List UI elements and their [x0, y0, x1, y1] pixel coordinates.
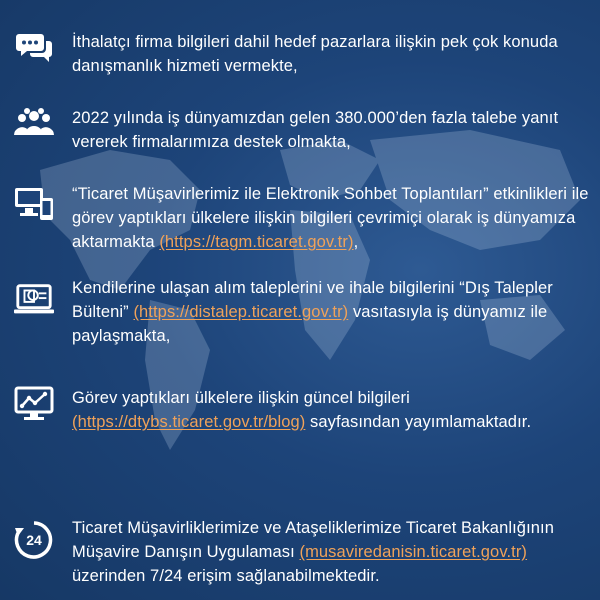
- info-text: “Ticaret Müşavirlerimiz ile Elektronik Sohbet Toplantıları” etkinlikleri ile görev yaptıkları ülkelere ilişkin bilgileri çevrimiçi olarak iş dünyamıza aktarmakta (https://tagm.ticaret.gov.tr),: [72, 185, 589, 251]
- tagm-link[interactable]: (https://tagm.ticaret.gov.tr): [159, 233, 354, 251]
- clock-24-icon: [14, 520, 54, 560]
- speech-bubbles-icon: [14, 28, 54, 68]
- info-text: Kendilerine ulaşan alım taleplerini ve ihale bilgilerini “Dış Talepler Bülteni” (https://distalep.ticaret.gov.tr) vasıtasıyla iş dünyamız ile paylaşmakta,: [72, 279, 553, 345]
- info-text: Ticaret Müşavirliklerimize ve Ataşeliklerimize Ticaret Bakanlığının Müşavire Danışın Uygulaması (musaviredanisin.ticaret.gov.tr) üzerinden 7/24 erişim sağlanabilmektedir.: [72, 519, 554, 585]
- musaviredanisin-link[interactable]: (musaviredanisin.ticaret.gov.tr): [299, 543, 528, 561]
- laptop-document-icon: [14, 280, 54, 320]
- info-text: 2022 yılında iş dünyamızdan gelen 380.000’den fazla talebe yanıt vererek firmalarımıza destek olmakta,: [72, 109, 559, 151]
- people-group-icon: [14, 104, 54, 144]
- distalep-link[interactable]: (https://distalep.ticaret.gov.tr): [133, 303, 349, 321]
- info-text: Görev yaptıkları ülkelere ilişkin güncel bilgileri (https://dtybs.ticaret.gov.tr/blog) sayfasından yayımlamaktadır.: [72, 389, 532, 431]
- dtybs-blog-link[interactable]: (https://dtybs.ticaret.gov.tr/blog): [72, 413, 306, 431]
- computer-devices-icon: [14, 184, 54, 224]
- info-text: İthalatçı firma bilgileri dahil hedef pazarlara ilişkin pek çok konuda danışmanlık hizmeti vermekte,: [72, 33, 558, 75]
- clock-24-label: 24: [26, 532, 42, 548]
- monitor-chart-icon: [14, 384, 54, 424]
